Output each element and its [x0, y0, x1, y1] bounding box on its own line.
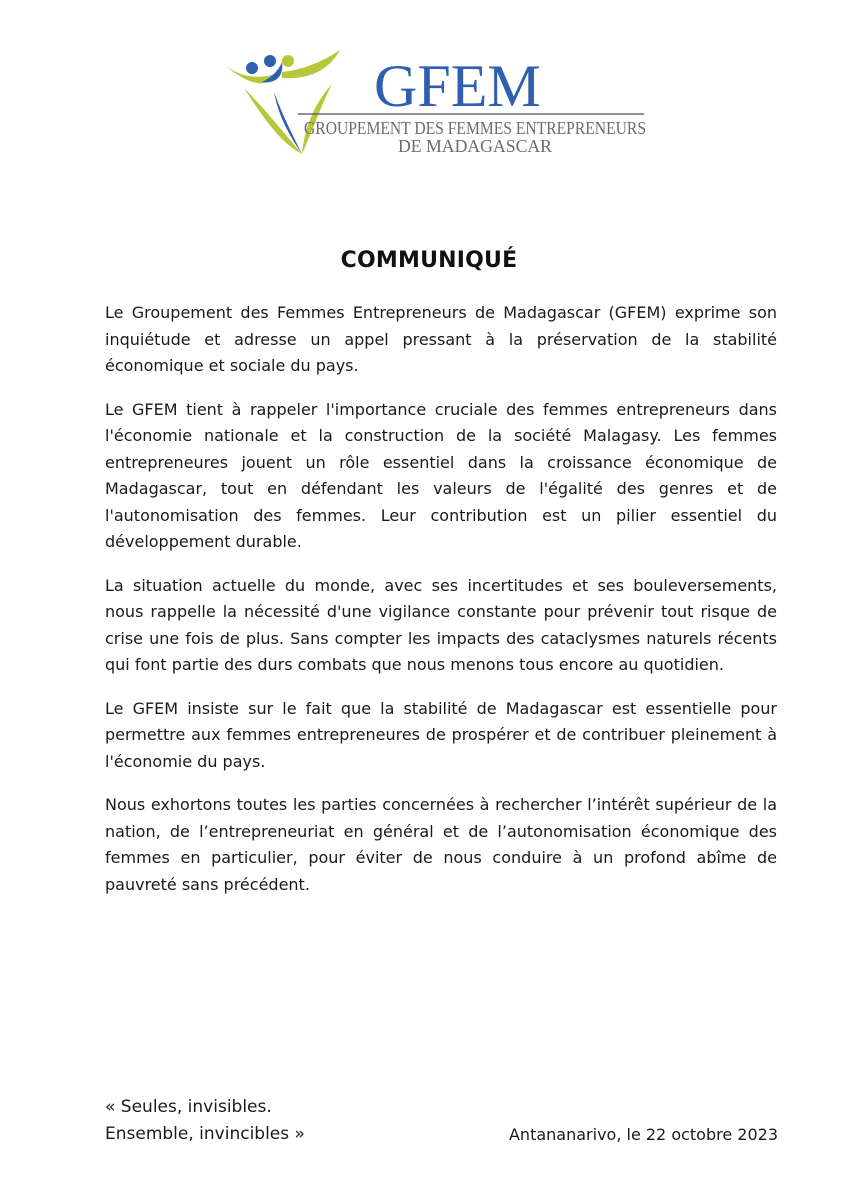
gfem-logo-graphic — [222, 48, 662, 166]
motto-line-1: « Seules, invisibles. — [105, 1097, 272, 1117]
motto-line-2: Ensemble, invincibles » — [105, 1124, 305, 1144]
logo-tagline-line1: GROUPEMENT DES FEMMES ENTREPRENEURS — [304, 118, 646, 138]
logo-head-right-icon — [282, 55, 294, 67]
logo-head-middle-icon — [264, 55, 276, 67]
paragraph-5: Nous exhortons toutes les parties concernées à rechercher l’intérêt supérieur de la nation, de l’entrepreneuriat en général et de l’autonomisation économique des femmes en particulier, pour éviter de nous conduire à un profond abîme de pauvreté sans précédent. — [105, 795, 777, 894]
paragraph-2: Le GFEM tient à rappeler l'importance cruciale des femmes entrepreneurs dans l'économie nationale et la construction de la société Malagasy. Les femmes entrepreneures jouent un rôle essentiel dans la croissance économique de Madagascar, tout en défendant les valeurs de l'égalité des genres et de l'autonomisation des femmes. Leur contribution est un pilier essentiel du développement durable. — [105, 399, 777, 551]
place-and-date: Antananarivo, le 22 octobre 2023 — [508, 1125, 778, 1144]
document-body — [105, 300, 777, 915]
logo-body-blue-icon — [274, 92, 302, 154]
logo-acronym: GFEM — [374, 53, 541, 119]
paragraph-4: Le GFEM insiste sur le fait que la stabilité de Madagascar est essentielle pour permettre aux femmes entrepreneures de prospérer et de contribuer pleinement à l'économie du pays. — [105, 698, 777, 771]
logo-body-green-icon — [244, 88, 302, 154]
paragraph-1: Le Groupement des Femmes Entrepreneurs de Madagascar (GFEM) exprime son inquiétude et adresse un appel pressant à la préservation de la stabilité économique et sociale du pays. — [105, 303, 777, 375]
gfem-logo — [222, 48, 662, 166]
logo-tagline-line2: DE MADAGASCAR — [398, 136, 553, 156]
motto — [105, 1094, 305, 1148]
logo-head-left-icon — [246, 62, 258, 74]
document-title: COMMUNIQUÉ — [340, 248, 518, 273]
paragraph-3: La situation actuelle du monde, avec ses incertitudes et ses bouleversements, nous rappelle la nécessité d'une vigilance constante pour prévenir tout risque de crise une fois de plus. Sans compter les impacts des cataclysmes naturels récents qui font partie des durs combats que nous menons tous encore au quotidien. — [105, 575, 777, 674]
